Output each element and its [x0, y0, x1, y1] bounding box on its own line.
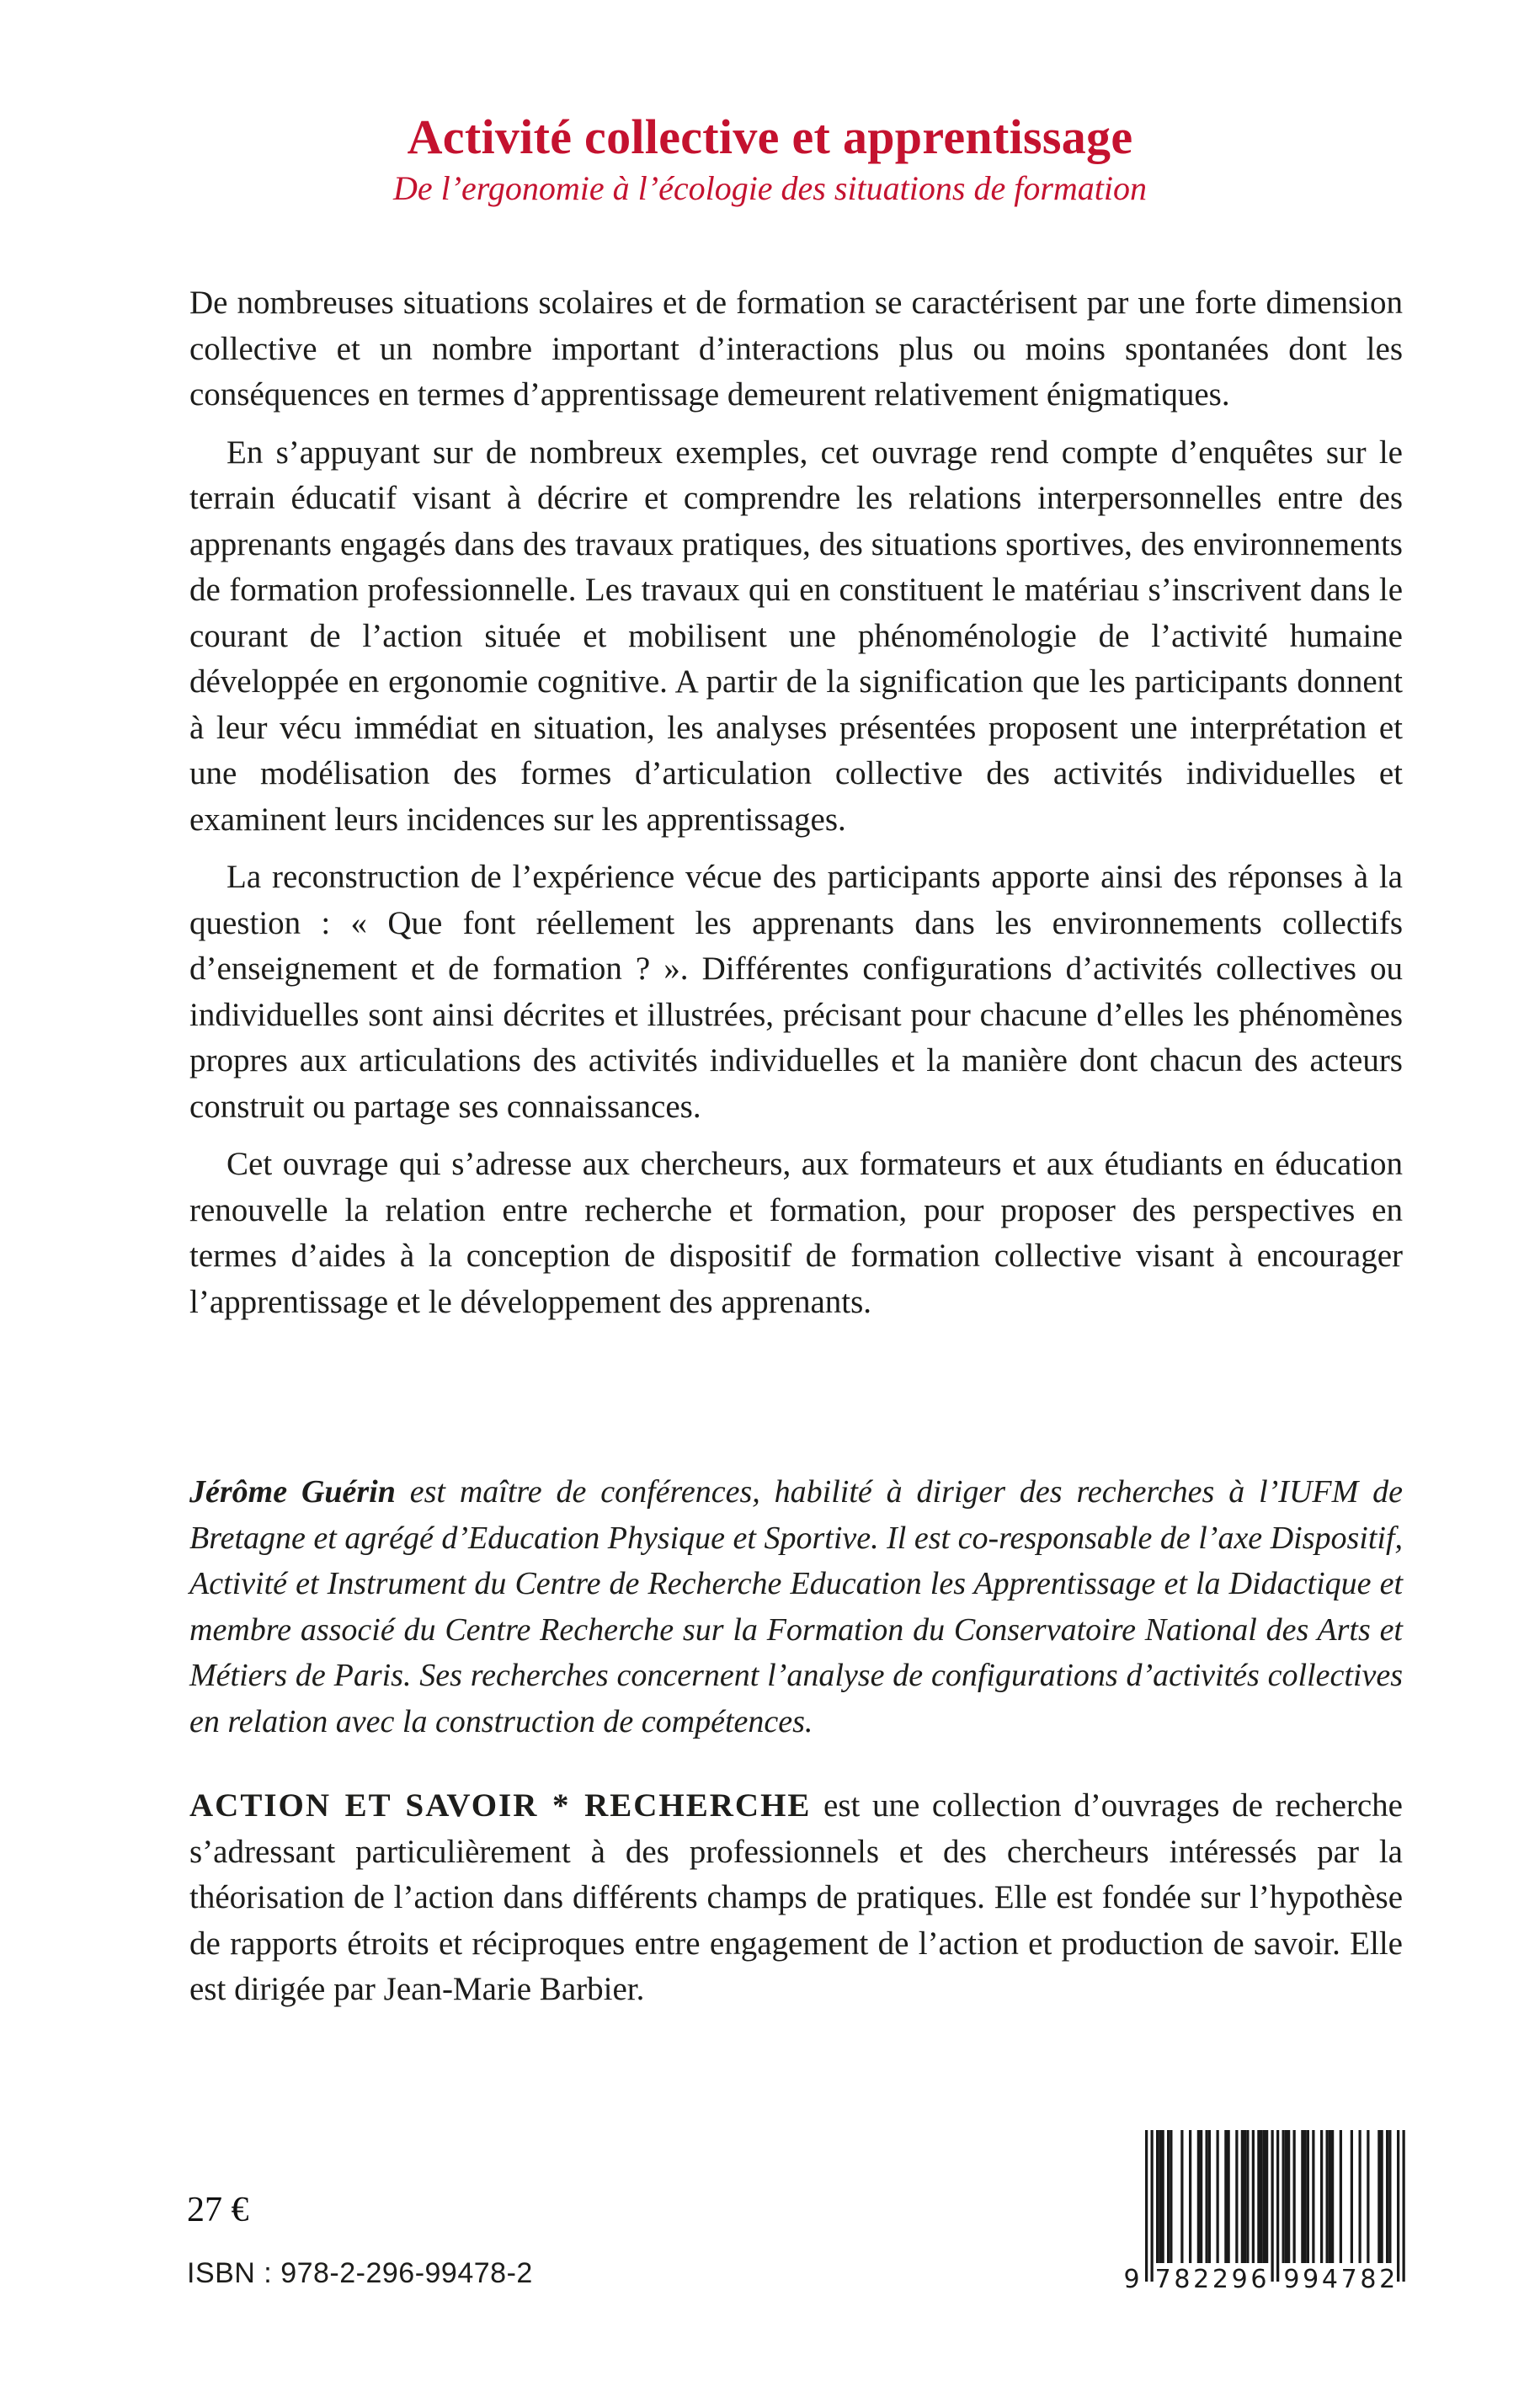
svg-text:4: 4 — [1321, 2265, 1338, 2294]
ean13-barcode-icon — [1120, 2126, 1410, 2303]
summary — [189, 280, 1403, 1337]
book-subtitle: De l’ergonomie à l’écologie des situations de formation — [392, 169, 1148, 207]
svg-text:8: 8 — [1360, 2265, 1377, 2294]
svg-text:7: 7 — [1340, 2265, 1357, 2294]
svg-text:2: 2 — [1193, 2265, 1210, 2294]
svg-text:7: 7 — [1154, 2265, 1171, 2294]
summary-paragraph: En s’appuyant sur de nombreux exemples, cet ouvrage rend compte d’enquêtes sur le terrain éducatif visant à décrire et comprendre les relations interpersonnelles entre des apprenants engagés dans des travaux pratiques, des situations sportives, des environnements de formation professionnelle. Les travaux qui en constituent le matériau s’inscrivent dans le courant de l’action située et mobilisent une phénoménologie de l’activité humaine développée en ergonomie cognitive. A partir de la signification que les participants donnent à leur vécu immédiat en situation, les analyses présentées proposent une interprétation et une modélisation des formes d’articulation collective des activités individuelles et examinent leurs incidences sur les apprentissages. — [189, 434, 1403, 838]
book-title: Activité collective et apprentissage — [407, 109, 1133, 164]
svg-text:8: 8 — [1174, 2265, 1191, 2294]
svg-text:2: 2 — [1212, 2265, 1228, 2294]
svg-text:9: 9 — [1303, 2265, 1319, 2294]
collection-name: ACTION ET SAVOIR * RECHERCHE — [189, 1787, 812, 1824]
price: 27 € — [187, 2191, 249, 2229]
svg-text:9: 9 — [1123, 2265, 1140, 2294]
author-bio-text: est maître de conférences, habilité à diriger des recherches à l’IUFM de Bretagne et agrégé d’Education Physique et Sportive. Il est co-responsable de l’axe Dispositif, Activité et Instrument du Centre de Recherche Education les Apprentissage et la Didactique et membre associé du Centre Recherche sur la Formation du Conservatoire National des Arts et Métiers de Paris. Ses recherches concernent l’analyse de configurations d’activités collectives en relation avec la construction de compétences. — [189, 1474, 1403, 1739]
collection-description — [189, 1783, 1403, 2013]
summary-paragraph: Cet ouvrage qui s’adresse aux chercheurs, aux formateurs et aux étudiants en éducation renouvelle la relation entre recherche et formation, pour proposer des perspectives en termes d’aides à la conception de dispositif de formation collective visant à encourager l’apprentissage et le développement des apprenants. — [189, 1146, 1403, 1320]
summary-paragraph: De nombreuses situations scolaires et de formation se caractérisent par une forte dimension collective et un nombre important d’interactions plus ou moins spontanées dont les conséquences en termes d’apprentissage demeurent relativement énigmatiques. — [189, 285, 1403, 413]
title-block — [0, 108, 1540, 210]
svg-text:2: 2 — [1379, 2265, 1396, 2294]
svg-text:9: 9 — [1283, 2265, 1300, 2294]
collection-text: est une collection d’ouvrages de recherche s’adressant particulièrement à des professionnels et des chercheurs intéressés par la théorisation de l’action dans différents champs de pratiques. Elle est fondée sur l’hypothèse de rapports étroits et réciproques entre engagement de l’action et production de savoir. Elle est dirigée par Jean-Marie Barbier. — [189, 1787, 1403, 2007]
summary-paragraph: La reconstruction de l’expérience vécue des participants apporte ainsi des réponses à la question : « Que font réellement les apprenants dans les environnements collectifs d’enseignement et de formation ? ». Différentes configurations d’activités collectives ou individuelles sont ainsi décrites et illustrées, précisant pour chacune d’elles les phénomènes propres aux articulations des activités individuelles et la manière dont chacun des acteurs construit ou partage ses connaissances. — [189, 859, 1403, 1125]
isbn: ISBN : 978-2-296-99478-2 — [187, 2257, 533, 2289]
svg-text:6: 6 — [1250, 2265, 1267, 2294]
author-bio — [189, 1469, 1403, 1744]
author-name: Jérôme Guérin — [189, 1474, 396, 1510]
svg-text:9: 9 — [1231, 2265, 1248, 2294]
